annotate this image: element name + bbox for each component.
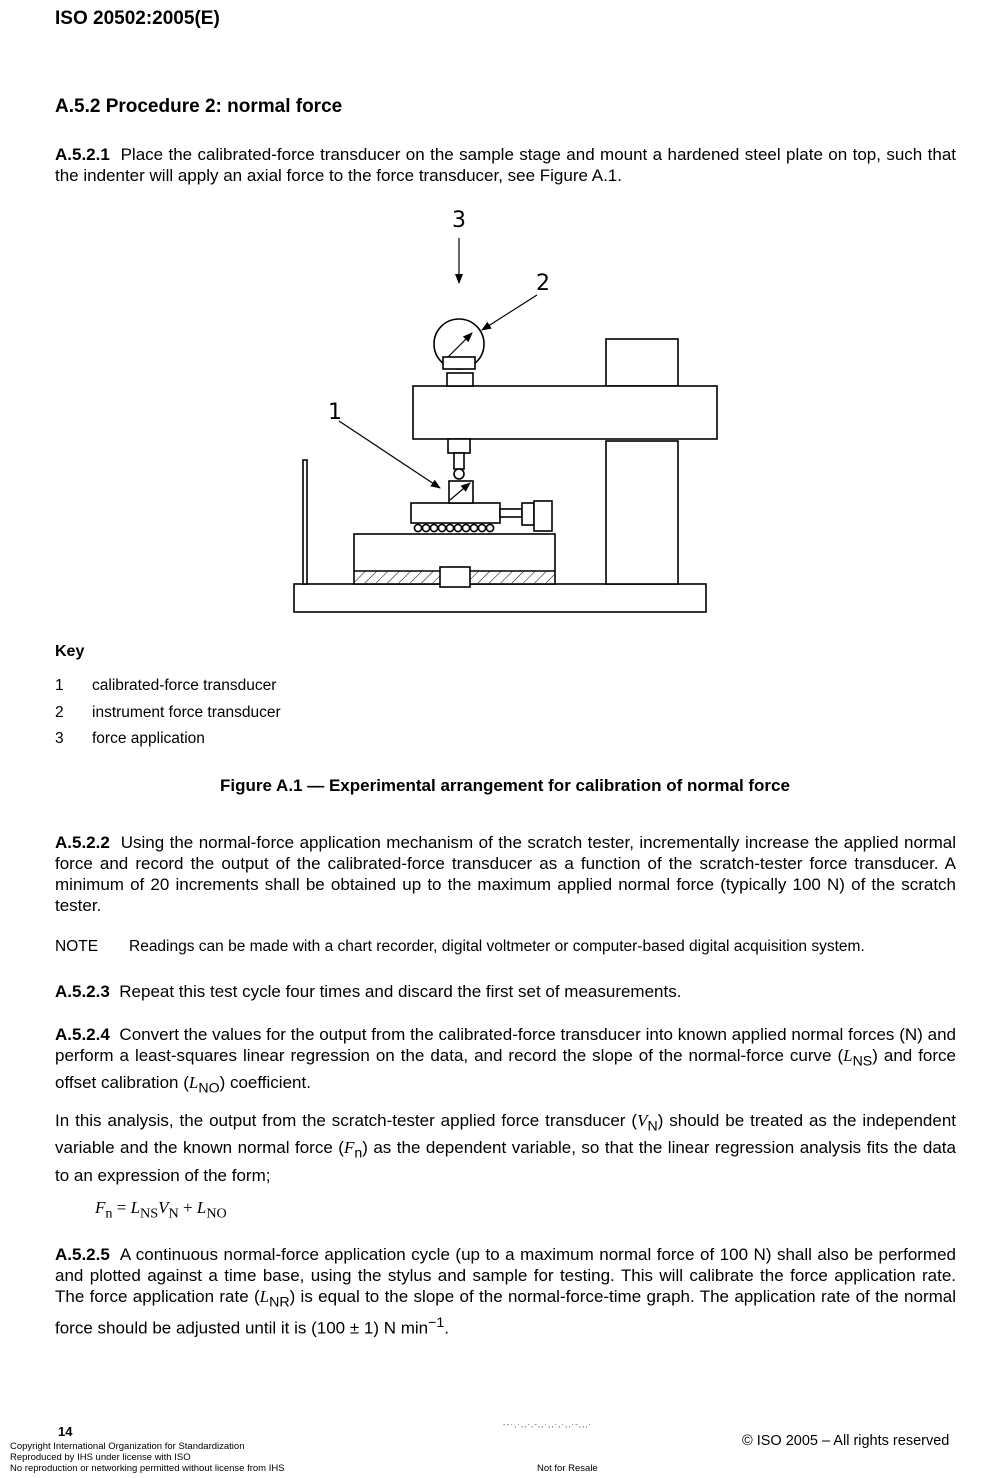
symbol-v: V bbox=[637, 1111, 648, 1130]
actuator-rod bbox=[500, 509, 522, 517]
eq-plus: + bbox=[178, 1198, 197, 1217]
left-rod bbox=[303, 460, 307, 584]
calibrated-transducer bbox=[449, 481, 473, 503]
figure-a1-diagram bbox=[290, 205, 720, 615]
equation bbox=[95, 1198, 227, 1222]
paragraph-a525 bbox=[55, 1244, 956, 1339]
clause-text: Place the calibrated-force transducer on the sample stage and mount a hardened steel plate on top, such that the indenter will apply an axial force to the force transducer, see Figure A.1. bbox=[55, 145, 956, 185]
rights-reserved: © ISO 2005 – All rights reserved bbox=[742, 1433, 950, 1449]
not-for-resale: Not for Resale bbox=[537, 1463, 598, 1474]
arm bbox=[413, 386, 717, 439]
indenter-tip bbox=[454, 469, 464, 479]
eq-equals: = bbox=[112, 1198, 131, 1217]
key-number: 1 bbox=[55, 677, 64, 694]
eq-sub: NS bbox=[140, 1205, 159, 1222]
clause-text: A continuous normal-force application cycle (up to a maximum normal force of 100 N) shall also be performed and plotted against a time base, using the stylus and sample for testing. This will calibrate the force application rate. The force application rate ( bbox=[55, 1245, 956, 1306]
page-number: 14 bbox=[58, 1424, 73, 1439]
key-number: 2 bbox=[55, 704, 64, 721]
eq-sub: N bbox=[168, 1205, 179, 1222]
paragraph-a524 bbox=[55, 1024, 956, 1100]
symbol-l: L bbox=[188, 1073, 199, 1093]
figure-caption: Figure A.1 — Experimental arrangement for calibration of normal force bbox=[220, 776, 790, 795]
clause-text: ) as the dependent variable, so that the linear regression analysis fits the data to an expression of the form; bbox=[55, 1138, 956, 1185]
clause-number: A.5.2.2 bbox=[55, 833, 110, 852]
column bbox=[606, 441, 678, 584]
key-title: Key bbox=[55, 643, 85, 660]
eq-sub: NO bbox=[206, 1205, 227, 1222]
superscript: −1 bbox=[428, 1315, 445, 1332]
indenter-stem bbox=[454, 453, 464, 469]
key-number: 3 bbox=[55, 730, 64, 747]
clause-text: In this analysis, the output from the scratch-tester applied force transducer ( bbox=[55, 1111, 638, 1130]
clause-text: ) is equal to the slope of the normal-force-time graph. The application rate of the normal force should be adjusted until it is (100 ± 1) N min bbox=[55, 1287, 957, 1339]
callout-1: 1 bbox=[328, 400, 342, 425]
note-label: NOTE bbox=[55, 938, 99, 955]
eq-l: L bbox=[130, 1198, 141, 1217]
gauge-base bbox=[443, 357, 475, 369]
footer-dots: --·,·,,·,-,,·,,·,·,,·-,,,· bbox=[503, 1420, 593, 1429]
clause-number: A.5.2.4 bbox=[55, 1025, 110, 1044]
paragraph-a523 bbox=[55, 981, 956, 1002]
clause-text: Convert the values for the output from the calibrated-force transducer into known applied normal forces (N) and perform a least-squares linear regression on the data, and record the slope of the normal-force curve ( bbox=[55, 1025, 956, 1065]
column-top-block bbox=[606, 339, 678, 386]
callout-3: 3 bbox=[452, 208, 466, 233]
symbol-l: L bbox=[843, 1046, 853, 1065]
key-label: instrument force transducer bbox=[92, 704, 281, 721]
eq-v: V bbox=[158, 1198, 169, 1217]
actuator-body bbox=[522, 503, 534, 525]
eq-l: L bbox=[196, 1198, 207, 1217]
clause-text: ) and force offset calibration ( bbox=[55, 1046, 956, 1093]
rollers bbox=[414, 524, 493, 531]
section-heading: A.5.2 Procedure 2: normal force bbox=[55, 96, 343, 117]
key-label: force application bbox=[92, 730, 205, 747]
paragraph-a521 bbox=[55, 144, 956, 186]
clause-number: A.5.2.5 bbox=[55, 1245, 110, 1264]
paragraph-a522 bbox=[55, 832, 956, 916]
carriage bbox=[411, 503, 500, 523]
stage-center-block bbox=[440, 567, 470, 587]
copyright-line: Copyright International Organization for Standardization bbox=[10, 1441, 245, 1452]
clause-number: A.5.2.1 bbox=[55, 145, 110, 164]
paragraph-analysis bbox=[55, 1110, 956, 1186]
eq-f: F bbox=[95, 1198, 106, 1217]
clause-text: . bbox=[444, 1319, 450, 1339]
clause-text: Using the normal-force application mechanism of the scratch tester, incrementally increase the applied normal force and record the output of the calibrated-force transducer as a function of the scratch-tester force transducer. A minimum of 20 increments shall be obtained up to the maximum applied normal force (typically 100 N) of the scratch tester. bbox=[55, 833, 956, 915]
symbol-f: F bbox=[343, 1138, 355, 1158]
clause-number: A.5.2.3 bbox=[55, 982, 110, 1001]
copyright-notice bbox=[10, 1441, 285, 1474]
subscript: NO bbox=[198, 1080, 220, 1097]
subscript: N bbox=[647, 1118, 658, 1135]
copyright-line: Reproduced by IHS under license with ISO bbox=[10, 1452, 191, 1463]
symbol-l: L bbox=[259, 1287, 270, 1306]
clause-text: ) coefficient. bbox=[219, 1073, 311, 1093]
callout-2: 2 bbox=[536, 271, 550, 296]
note-text: Readings can be made with a chart recorder, digital voltmeter or computer-based digital acquisition system. bbox=[129, 938, 865, 955]
subscript: NR bbox=[269, 1294, 290, 1311]
subscript: n bbox=[354, 1145, 363, 1162]
key-item bbox=[55, 677, 276, 695]
clause-text: ) should be treated as the independent variable and the known normal force ( bbox=[55, 1111, 957, 1158]
note bbox=[55, 938, 960, 956]
indenter-holder bbox=[448, 439, 470, 453]
subscript: NS bbox=[852, 1053, 873, 1070]
key-item bbox=[55, 704, 281, 722]
base-plate bbox=[294, 584, 706, 612]
document-header: ISO 20502:2005(E) bbox=[55, 8, 220, 29]
copyright-line: No reproduction or networking permitted without license from IHS bbox=[10, 1463, 285, 1474]
clause-text: Repeat this test cycle four times and discard the first set of measurements. bbox=[119, 982, 682, 1001]
gauge-mount bbox=[447, 373, 473, 386]
key-label: calibrated-force transducer bbox=[92, 677, 277, 694]
eq-sub: n bbox=[105, 1205, 113, 1222]
key-item bbox=[55, 730, 205, 748]
actuator-end bbox=[534, 501, 552, 531]
